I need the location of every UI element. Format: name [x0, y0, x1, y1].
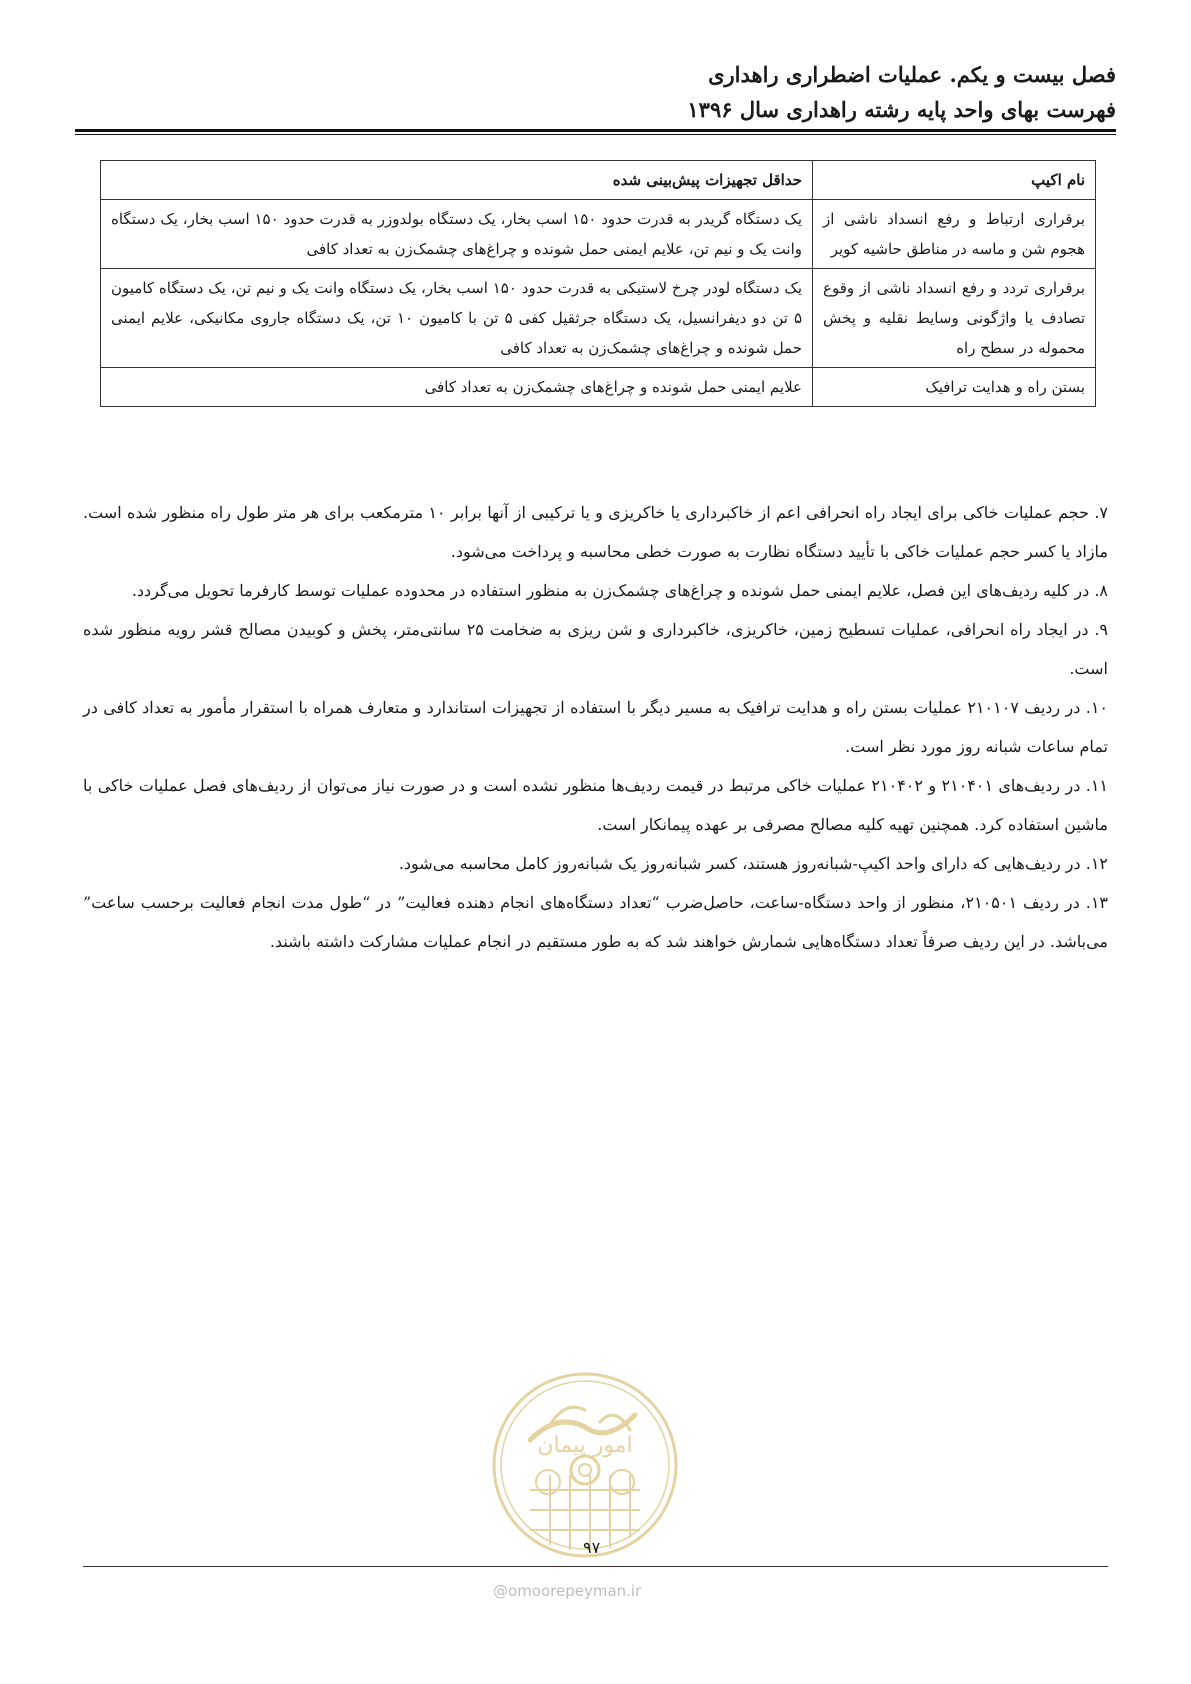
equipment-cell: یک دستگاه گریدر به قدرت حدود ۱۵۰ اسب بخار، یک دستگاه بولدوزر به قدرت حدود ۱۵۰ اسب بخار، یک دستگاه وانت یک و نیم تن، علایم ایمنی حمل شونده و چراغ‌های چشمک‌زن به تعداد کافی — [101, 200, 813, 269]
table-row — [101, 200, 1096, 269]
seal-lettering: امور پیمان — [537, 1433, 633, 1458]
website-watermark: @omoorepeyman.ir — [493, 1582, 642, 1600]
header-rule-thin — [75, 134, 1116, 135]
page-number: ۹۷ — [583, 1538, 601, 1557]
chapter-title: فصل بیست و یکم. عملیات اضطراری راهداری — [708, 62, 1116, 87]
note-item: ۱۰. در ردیف ۲۱۰۱۰۷ عملیات بستن راه و هدایت ترافیک به مسیر دیگر با استفاده از تجهیزات استاندارد و متعارف همراه با استقرار مأمور به تعداد کافی در تمام ساعات شبانه روز مورد نظر است. — [83, 698, 1109, 756]
header-rule-thick — [75, 129, 1116, 132]
note-item: ۸. در کلیه ردیف‌های این فصل، علایم ایمنی حمل شونده و چراغ‌های چشمک‌زن به منظور استفاده در محدوده عملیات توسط کارفرما تحویل می‌گردد. — [131, 581, 1108, 600]
table-row — [101, 368, 1096, 407]
footer-rule — [83, 1566, 1108, 1567]
note-item: ۷. حجم عملیات خاکی برای ایجاد راه انحرافی اعم از خاکبرداری یا خاکریزی و یا ترکیبی از آنها برابر ۱۰ مترمکعب برای هر متر طول راه منظور شده است. مازاد یا کسر حجم عملیات خاکی با تأیید دستگاه نظارت به صورت خطی محاسبه و پرداخت می‌شود. — [83, 503, 1109, 561]
team-name-cell: بستن راه و هدایت ترافیک — [813, 368, 1096, 407]
watermark-seal-logo — [490, 1370, 680, 1560]
team-name-cell: برقراری تردد و رفع انسداد ناشی از وقوع تصادف یا واژگونی وسایط نقلیه و پخش محموله در سطح راه — [813, 269, 1096, 368]
column-header-team-name: نام اکیپ — [813, 161, 1096, 200]
equipment-cell: یک دستگاه لودر چرخ لاستیکی به قدرت حدود ۱۵۰ اسب بخار، یک دستگاه وانت یک و نیم تن، یک دستگاه کامیون ۵ تن دو دیفرانسیل، یک دستگاه جرثقیل کفی ۵ تن با کامیون ۱۰ تن، یک دستگاه جاروی مکانیکی، علایم ایمنی حمل شونده و چراغ‌های چشمک‌زن به تعداد کافی — [101, 269, 813, 368]
note-item: ۱۳. در ردیف ۲۱۰۵۰۱، منظور از واحد دستگاه-ساعت، حاصل‌ضرب “تعداد دستگاه‌های انجام دهنده فعالیت” در “طول مدت انجام فعالیت برحسب ساعت” می‌باشد. در این ردیف صرفاً تعداد دستگاه‌هایی شمارش خواهند شد که به طور مستقیم در انجام عملیات مشارکت داشته باشند. — [83, 893, 1109, 951]
table-header-row — [101, 161, 1096, 200]
column-header-equipment: حداقل تجهیزات پیش‌بینی شده — [101, 161, 813, 200]
notes-section — [83, 493, 1108, 961]
note-item: ۱۲. در ردیف‌هایی که دارای واحد اکیپ-شبانه‌روز هستند، کسر شبانه‌روز یک شبانه‌روز کامل محاسبه می‌شود. — [398, 854, 1108, 873]
equipment-cell: علایم ایمنی حمل شونده و چراغ‌های چشمک‌زن به تعداد کافی — [101, 368, 813, 407]
note-item: ۱۱. در ردیف‌های ۲۱۰۴۰۱ و ۲۱۰۴۰۲ عملیات خاکی مرتبط در قیمت ردیف‌ها منظور نشده است و در صورت نیاز می‌توان از ردیف‌های فصل عملیات خاکی با ماشین استفاده کرد. همچنین تهیه کلیه مصالح مصرفی بر عهده پیمانکار است. — [83, 776, 1108, 834]
price-list-title: فهرست بهای واحد پایه رشته راهداری سال ۱۳۹۶ — [687, 97, 1116, 122]
table-row — [101, 269, 1096, 368]
team-name-cell: برقراری ارتباط و رفع انسداد ناشی از هجوم شن و ماسه در مناطق حاشیه کویر — [813, 200, 1096, 269]
note-item: ۹. در ایجاد راه انحرافی، عملیات تسطیح زمین، خاکریزی، خاکبرداری و شن ریزی به ضخامت ۲۵ سانتی‌متر، پخش و کوبیدن مصالح قشر رویه منظور شده است. — [83, 620, 1108, 678]
equipment-table — [100, 160, 1096, 407]
